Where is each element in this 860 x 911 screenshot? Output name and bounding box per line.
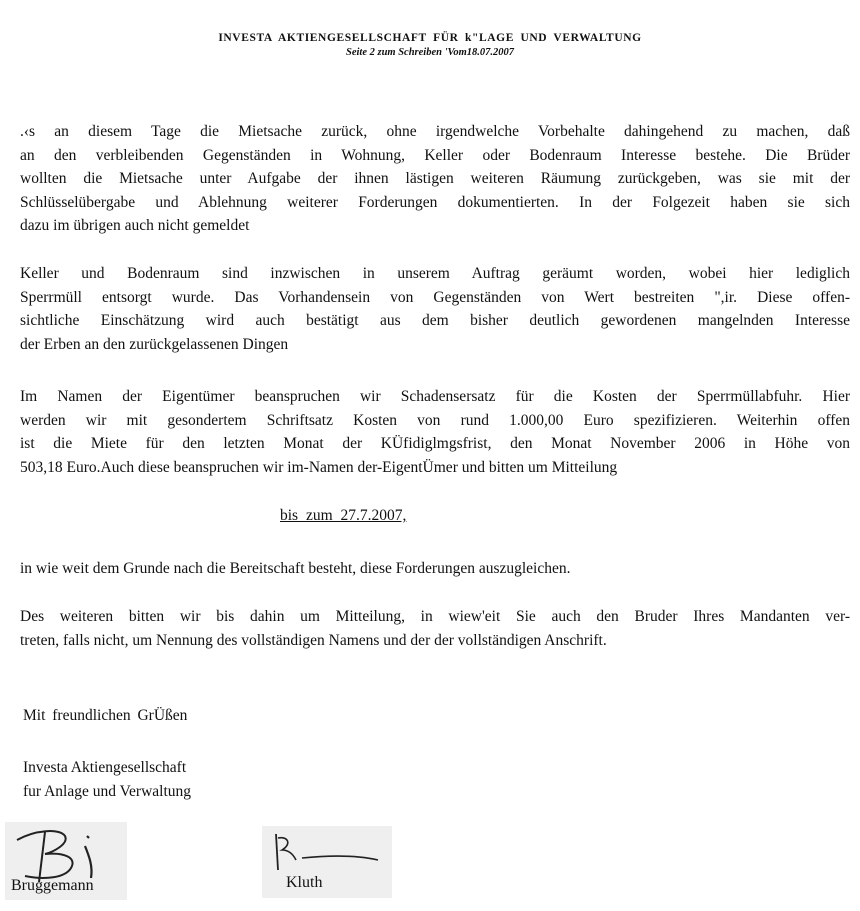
text-line: treten, falls nicht, um Nennung des vollständigen Namens und der der vollständigen Anschrift. <box>20 631 607 649</box>
signature-bruggemann <box>5 822 127 900</box>
closing-salutation: Mit freundlichen GrÜßen <box>23 707 188 724</box>
text-line: an den verbleibenden Gegenständen in Wohnung, Keller oder Bodenraum Interesse bestehe. Die Brüder <box>20 146 850 164</box>
text-line: Schlüsselübergabe und Ablehnung weiterer Forderungen dokumentierten. In der Folgezeit haben sie sich <box>20 193 850 211</box>
company-line-2: fur Anlage und Verwaltung <box>23 783 192 800</box>
paragraph-handover <box>20 120 850 238</box>
sender-company <box>23 756 191 804</box>
text-line: werden wir mit gesondertem Schriftsatz Kosten von rund 1.000,00 Euro spezifizieren. Weiterhin offen <box>20 411 850 429</box>
text-line: der Erben an den zurückgelassenen Dingen <box>20 335 289 353</box>
paragraph-readiness <box>20 557 850 581</box>
text-line: sichtliche Einschätzung wird auch bestätigt aus dem bisher deutlich gewordenen mangelnden Interesse <box>20 312 850 329</box>
text-line: Des weiteren bitten wir bis dahin um Mitteilung, in wiew'eit Sie auch den Bruder Ihres Mandanten ver- <box>20 608 850 625</box>
letter-header <box>0 31 860 60</box>
text-line: .‹s an diesem Tage die Mietsache zurück, ohne irgendwelche Vorbehalte dahingehend zu machen, daß <box>20 123 850 140</box>
text-line: ist die Miete für den letzten Monat der KÜfidiglmgsfrist, den Monat November 2006 in Höhe von <box>20 435 850 452</box>
paragraph-representation <box>20 605 850 652</box>
header-page-reference: Seite 2 zum Schreiben 'Vom18.07.2007 <box>345 47 514 58</box>
text-line: Im Namen der Eigentümer beanspruchen wir Schadensersatz für die Kosten der Sperrmüllabfuhr. Hier <box>20 388 850 405</box>
text-line: Keller und Bodenraum sind inzwischen in unserem Auftrag geräumt worden, wobei hier lediglich <box>20 265 850 282</box>
company-line-1: Investa Aktiengesellschaft <box>23 759 187 776</box>
handwritten-signature-icon <box>262 826 392 898</box>
text-line: dazu im übrigen auch nicht gemeldet <box>20 217 250 234</box>
text-line: 503,18 Euro.Auch diese beanspruchen wir im-Namen der-EigentÜmer und bitten um Mitteilung <box>20 458 618 476</box>
signatory-name: Bruggemann <box>11 877 94 894</box>
signatory-name: Kluth <box>286 874 323 891</box>
paragraph-clearance <box>20 262 850 356</box>
header-company-line: INVESTA AKTIENGESELLSCHAFT FÜR k"LAGE UND VERWALTUNG <box>218 32 642 44</box>
text-line: in wie weit dem Grunde nach die Bereitschaft besteht, diese Forderungen auszugleichen. <box>20 560 571 577</box>
signature-kluth <box>262 826 392 898</box>
text-line: wollten die Mietsache unter Aufgabe der ihnen lästigen weiteren Räumung zurückgeben, was sie mit der <box>20 170 850 187</box>
deadline-date: bis zum 27.7.2007, <box>280 507 407 524</box>
text-line: Sperrmüll entsorgt wurde. Das Vorhandensein von Gegenständen von Wert bestreiten ",ir. Diese offen- <box>20 288 850 306</box>
paragraph-claims <box>20 385 850 479</box>
